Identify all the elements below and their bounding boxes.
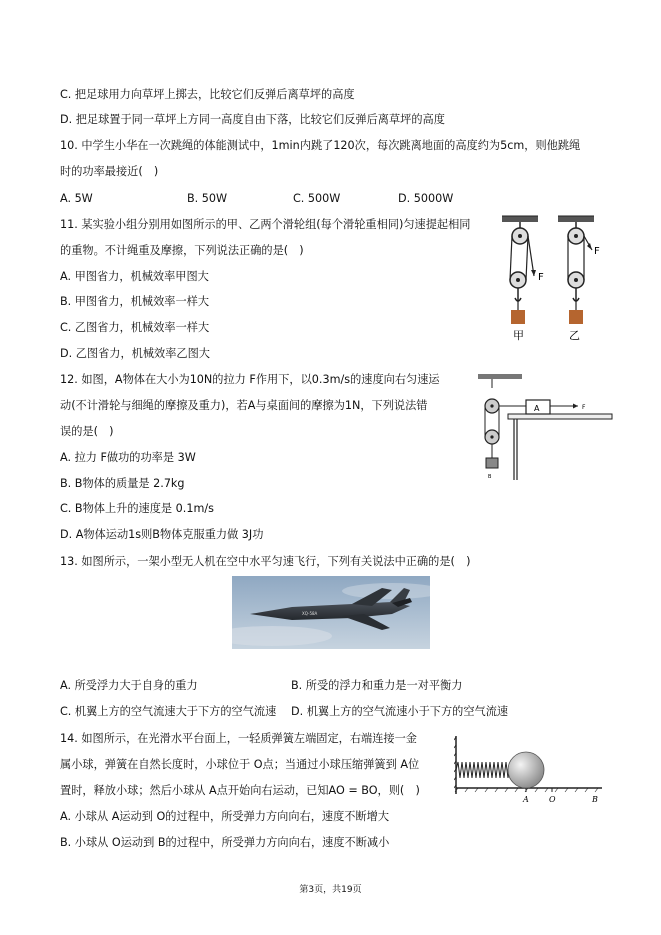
q13-option-c: C. 机翼上方的空气流速大于下方的空气流速 (60, 705, 277, 718)
q11-option-c: C. 乙图省力，机械效率一样大 (60, 321, 210, 334)
option-c-prev: C. 把足球用力向草坪上掷去，比较它们反弹后离草坪的高度 (60, 88, 355, 101)
q14-stem-line1: 14. 如图所示，在光滑水平台面上，一轻质弹簧左端固定，右端连接一金 (60, 732, 417, 745)
q10-option-b: B. 50W (187, 192, 228, 205)
q11-stem-line2: 的重物。不计绳重及摩擦，下列说法正确的是( ) (60, 244, 304, 257)
q12-stem-line1: 12. 如图，A物体在大小为10N的拉力 F作用下，以0.3m/s的速度向右匀速运 (60, 373, 440, 386)
q13-option-d: D. 机翼上方的空气流速小于下方的空气流速 (291, 705, 509, 718)
table-block-b-label: B (488, 474, 492, 480)
q10-stem-line1: 10. 中学生小华在一次跳绳的体能测试中，1min内跳了120次，每次跳离地面的高度约为5cm，则他跳绳 (60, 139, 581, 152)
table-force-f-label: F (582, 404, 586, 411)
q11-stem-line1: 11. 某实验小组分别用如图所示的甲、乙两个滑轮组(每个滑轮重相同)匀速提起相同 (60, 218, 471, 231)
pulley-label-yi: 乙 (569, 329, 580, 342)
q10-stem-line2: 时的功率最接近( ) (60, 165, 159, 178)
q14-stem-line3: 置时，释放小球；然后小球从 A点开始向右运动，已知AO = BO，则( ) (60, 784, 420, 797)
spring-label-a: A (523, 795, 529, 804)
drone-tail-code: XQ-58A (302, 611, 318, 616)
q12-option-b: B. B物体的质量是 2.7kg (60, 477, 185, 490)
q14-stem-line2: 属小球，弹簧在自然长度时，小球位于 O点；当通过小球压缩弹簧到 A位 (60, 758, 420, 771)
q13-stem-line1: 13. 如图所示，一架小型无人机在空中水平匀速飞行，下列有关说法中正确的是( ) (60, 555, 471, 568)
q10-option-c: C. 500W (293, 192, 341, 205)
q12-option-a: A. 拉力 F做功的功率是 3W (60, 451, 196, 464)
option-d-prev: D. 把足球置于同一草坪上方同一高度自由下落，比较它们反弹后离草坪的高度 (60, 113, 445, 126)
q12-option-c: C. B物体上升的速度是 0.1m/s (60, 502, 214, 515)
page-footer: 第3页，共19页 (299, 885, 362, 895)
q10-option-a: A. 5W (60, 192, 93, 205)
pulley-f-left-label: F (538, 272, 544, 283)
pulley-f-right-label: F (594, 246, 600, 257)
q11-option-d: D. 乙图省力，机械效率乙图大 (60, 347, 210, 360)
table-block-a-label: A (534, 404, 540, 413)
spring-ball-figure (454, 732, 604, 804)
q13-option-a: A. 所受浮力大于自身的重力 (60, 679, 198, 692)
drone-photo (232, 576, 430, 649)
q12-stem-line2: 动(不计滑轮与细绳的摩擦及重力)，若A与桌面间的摩擦为1N，下列说法错 (60, 399, 428, 412)
table-pulley-figure (474, 372, 614, 482)
pulley-systems-figure (496, 212, 611, 342)
q13-option-b: B. 所受的浮力和重力是一对平衡力 (291, 679, 463, 692)
spring-label-o: O (549, 795, 556, 804)
q12-stem-line3: 误的是( ) (60, 425, 114, 438)
q10-option-d: D. 5000W (398, 192, 454, 205)
spring-label-b: B (592, 795, 598, 804)
q14-option-a: A. 小球从 A运动到 O的过程中，所受弹力方向向右，速度不断增大 (60, 810, 390, 823)
q14-option-b: B. 小球从 O运动到 B的过程中，所受弹力方向向右，速度不断减小 (60, 836, 390, 849)
q11-option-a: A. 甲图省力，机械效率甲图大 (60, 270, 209, 283)
pulley-label-jia: 甲 (513, 329, 524, 342)
q12-option-d: D. A物体运动1s则B物体克服重力做 3J功 (60, 528, 264, 541)
q11-option-b: B. 甲图省力，机械效率一样大 (60, 295, 210, 308)
